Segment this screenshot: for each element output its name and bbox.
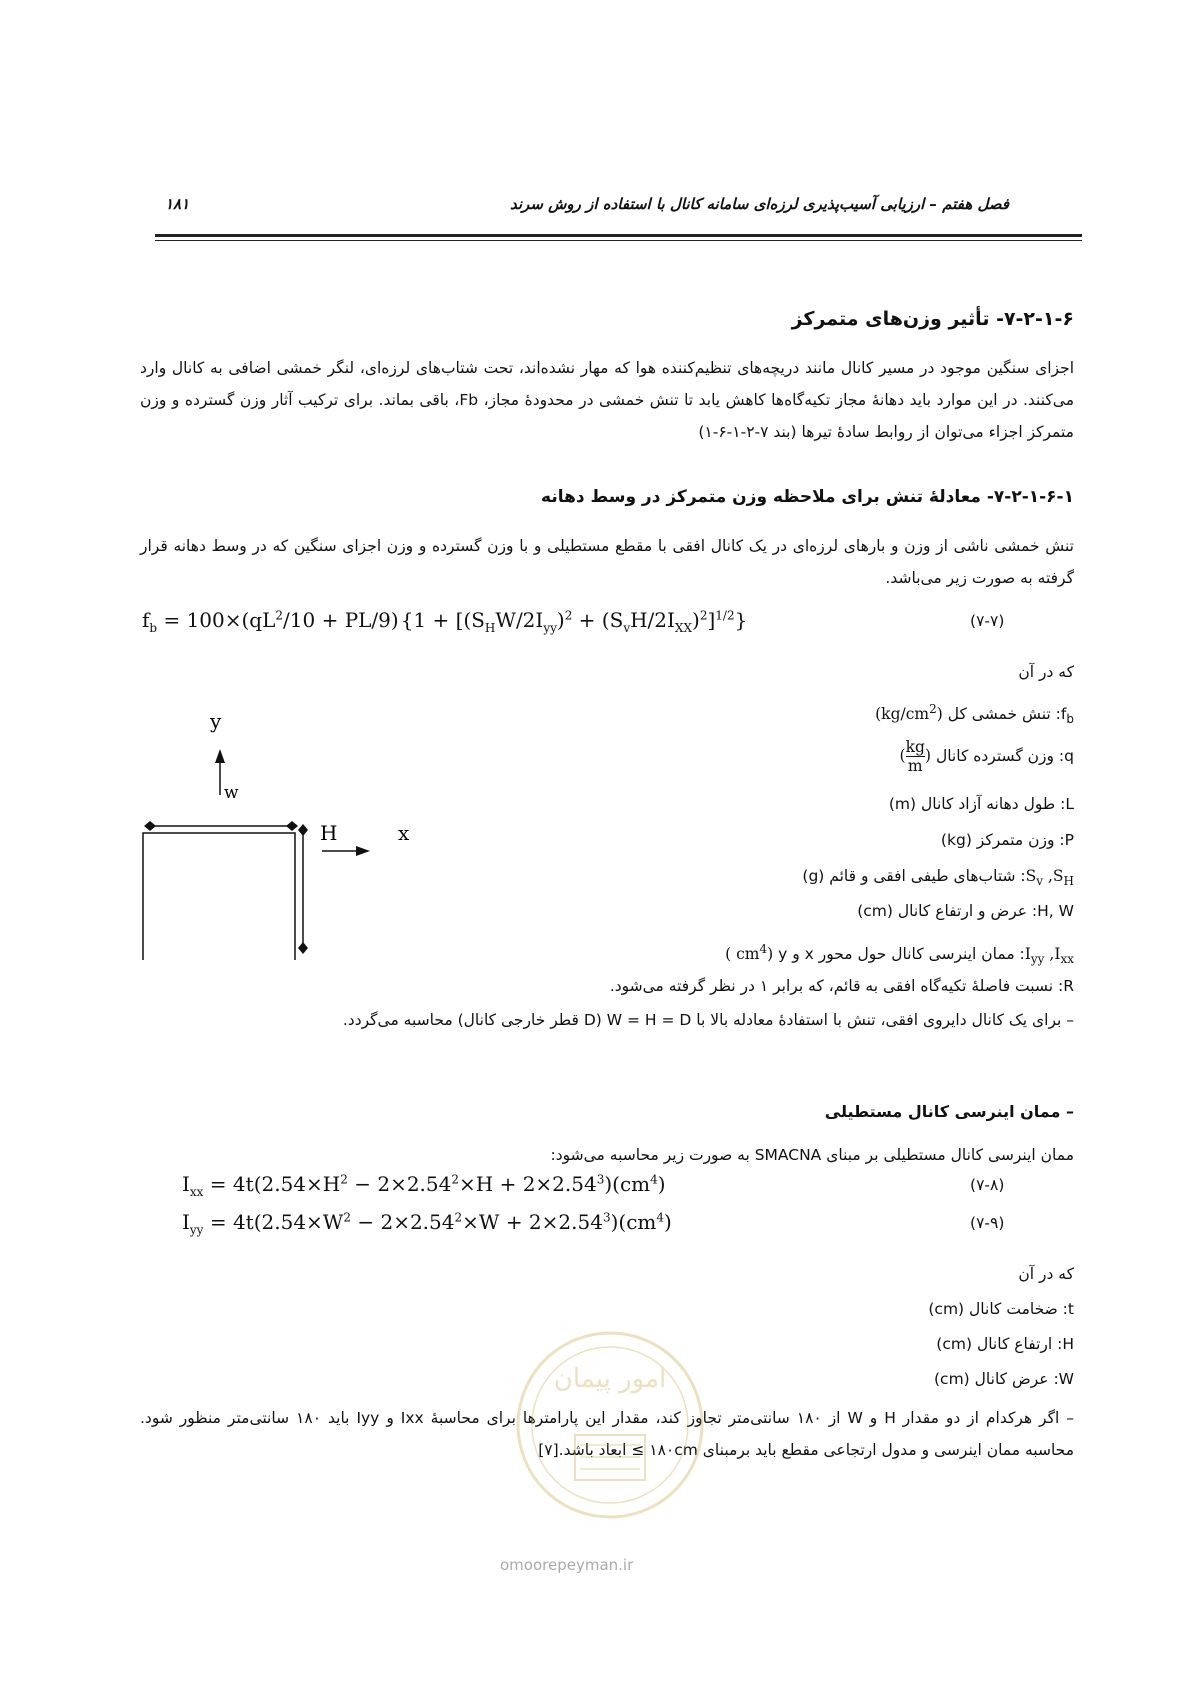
definition-w: W: عرض کانال (cm) [933, 1370, 1074, 1388]
equation-fb: $f_b = 100\times(qL^2/10 + PL/9)$ $\{1 + [(S_HW/2I_{yy})^2 + (S_vH/2I_{XX})^2]^{1/2}\}$ [142, 608, 748, 635]
definition-r [610, 974, 1074, 998]
definition-h-w-text: : عرض و ارتفاع کانال (cm) [857, 902, 1038, 920]
symbol-r: R [1063, 977, 1074, 995]
section-1-paragraph: اجزای سنگین موجود در مسیر کانال مانند دریچه‌های تنظیم‌کننده هوا که مهار نشده‌اند، تحت شتاب‌های لرزه‌ای، لنگر خمشی اضافی به کانال وارد می‌کنند. در این موارد باید دهانهٔ مجاز تکیه‌گاه‌ها کاهش یابد تا تنش خمشی در محدودهٔ مجاز، Fb، باقی بماند. برای ترکیب آثار وزن گسترده و وزن متمرکز اجزاء می‌توان از روابط سادهٔ تیرها (بند ۷-۲-۱-۶-۱) [140, 359, 1075, 441]
width-dimension-right-marker [286, 821, 298, 831]
chapter-title: فصل هفتم – ارزیابی آسیب‌پذیری لرزه‌ای سامانه کانال با استفاده از روش سرند [510, 195, 1009, 213]
where-label-2: که در آن [1018, 1265, 1074, 1283]
unit-kg-cm2: $(kg/cm^2)$ [875, 702, 943, 724]
section-title-rectangular-inertia: – ممان اینرسی کانال مستطیلی [824, 1102, 1074, 1121]
page-number: ۱۸۱ [165, 195, 190, 213]
definition-inertia [725, 937, 1074, 971]
equation-iyy: $I_{yy} = 4t(2.54\times W^2 - 2\times 2.54^2\times W + 2\times 2.54^3)(cm^4)$ [182, 1210, 672, 1237]
definition-q-text: : وزن گسترده کانال [935, 747, 1065, 765]
definition-h: H: ارتفاع کانال (cm) [936, 1335, 1074, 1353]
w-label: w [224, 783, 239, 803]
unit-cm4: ( $cm^4$) [725, 942, 774, 964]
h-label: H [320, 821, 338, 845]
definition-l-text: : طول دهانه آزاد کانال (m) [888, 795, 1066, 813]
definition-inertia-text: : ممان اینرسی کانال حول محور x و y [778, 945, 1025, 964]
equation-number-7-8: (۷-۸) [970, 1176, 1005, 1194]
section-title-stress-equation: ۷-۲-۱-۶-۱- معادلهٔ تنش برای ملاحظه وزن متمرکز در وسط دهانه [541, 487, 1074, 507]
symbol-iyy-ixx: $I_{yy}$ $,I_{xx}$ [1024, 945, 1074, 967]
y-axis-arrowhead [215, 749, 225, 763]
definition-fb-text: : تنش خمشی کل [947, 705, 1061, 724]
definition-sv-sh-text: : شتاب‌های طیفی افقی و قائم (g) [802, 867, 1026, 885]
symbol-h-w: H, W [1037, 902, 1074, 920]
definition-q [900, 738, 1074, 775]
equation-number-7-9: (۷-۹) [970, 1214, 1005, 1232]
circular-duct-note: – برای یک کانال دایروی افقی، تنش با استفادهٔ معادله بالا با W = H = D (D قطر خارجی کانال) محاسبه می‌گردد. [342, 1011, 1074, 1029]
smacna-intro: ممان اینرسی کانال مستطیلی بر مبنای SMACNA به صورت زیر محاسبه می‌شود: [550, 1146, 1074, 1164]
x-axis-label: x [398, 821, 410, 845]
symbol-sv-sh: $S_v$ $,S_H$ [1025, 867, 1074, 889]
definition-p-text: : وزن متمرکز (kg) [940, 831, 1065, 849]
unit-kg-per-m: ( $\frac{kg}{m}$ ) [899, 738, 931, 775]
height-dimension-top-marker [298, 824, 308, 836]
x-axis-arrowhead [356, 846, 370, 856]
header-rule-thin [155, 240, 1082, 241]
symbol-fb: $f_b$ [1060, 705, 1074, 727]
section-title-concentrated-weights: ۷-۲-۱-۶- تأثیر وزن‌های متمرکز [791, 308, 1074, 330]
watermark-logo-text: امور پیمان [553, 1364, 667, 1394]
duct-section-diagram [140, 700, 470, 960]
duct-rectangle [143, 833, 295, 960]
definition-sv-sh [802, 864, 1074, 893]
symbol-q: q [1064, 747, 1074, 765]
watermark-site: omoorepeyman.ir [500, 1556, 634, 1574]
header-rule-thick [155, 234, 1082, 237]
definition-p [941, 828, 1074, 852]
dimension-limit-note: – اگر هرکدام از دو مقدار H و W از ۱۸۰ سانتی‌متر تجاوز کند، مقدار این پارامترها برای محاسبهٔ Ixx و Iyy باید ۱۸۰ سانتی‌متر منظور شود. محاسبه ممان اینرسی و مدول ارتجاعی مقطع باید برمبنای ۱۸۰cm ≥ ابعاد باشد.[۷] [140, 1409, 1074, 1459]
definition-h-w [857, 899, 1074, 923]
width-dimension-left-marker [144, 821, 156, 831]
definition-t: t: ضخامت کانال (cm) [928, 1300, 1074, 1318]
where-label: که در آن [1018, 663, 1074, 681]
y-axis-label: y [210, 709, 222, 733]
definition-fb [875, 697, 1074, 731]
height-dimension-bottom-marker [298, 942, 308, 954]
equation-number-7-7: (۷-۷) [970, 612, 1005, 630]
symbol-l: L [1065, 795, 1074, 813]
definition-r-text: : نسبت فاصلهٔ تکیه‌گاه افقی به قائم، که برابر ۱ در نظر گرفته می‌شود. [609, 977, 1064, 995]
symbol-p: P [1064, 831, 1074, 849]
definition-l [889, 792, 1074, 816]
equation-ixx: $I_{xx} = 4t(2.54\times H^2 - 2\times 2.54^2\times H + 2\times 2.54^3)(cm^4)$ [182, 1172, 666, 1199]
section-2-paragraph: تنش خمشی ناشی از وزن و بارهای لرزه‌ای در یک کانال افقی با مقطع مستطیلی و با وزن گسترده و وزن اجزای سنگین که در وسط دهانه قرار گرفته به صورت زیر می‌باشد. [140, 537, 1074, 587]
watermark-logo [480, 1325, 740, 1525]
